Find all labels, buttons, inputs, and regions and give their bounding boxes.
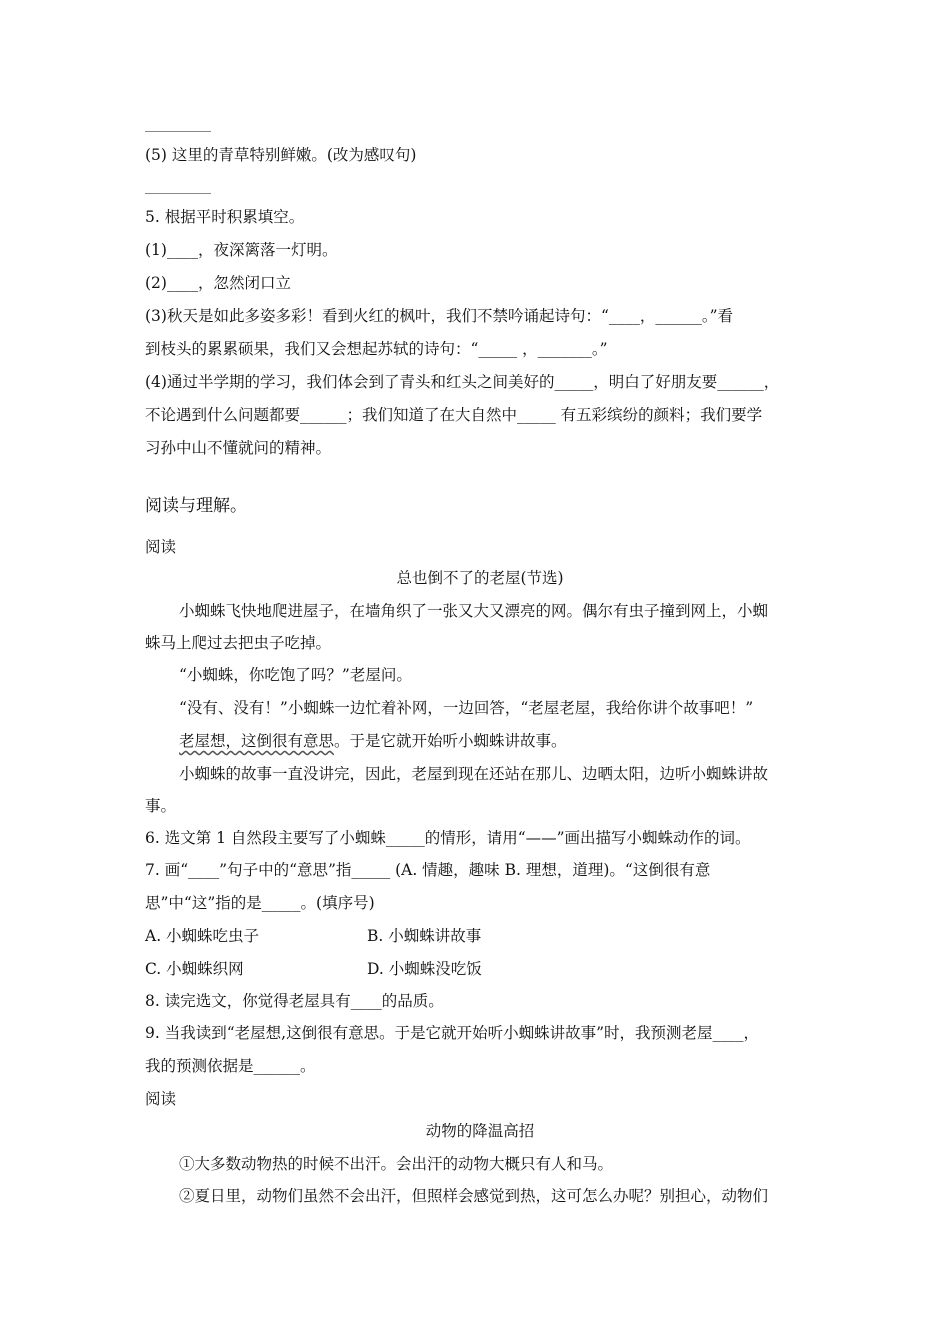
passage-paragraph: ①大多数动物热的时候不出汗。会出汗的动物大概只有人和马。: [179, 1155, 614, 1173]
reading-label: 阅读: [145, 1090, 177, 1108]
question-6: [145, 827, 810, 849]
passage-paragraph: “没有、没有！”小蜘蛛一边忙着补网，一边回答，“老屋老屋，我给你讲个故事吧！”: [179, 699, 754, 717]
answer-line: [145, 193, 211, 194]
answer-blank: _____: [385, 829, 425, 847]
question-line: (5) 这里的青草特别鲜嫩。(改为感叹句): [145, 146, 417, 164]
question-9: 9. 当我读到“老屋想,这倒很有意思。于是它就开始听小蜘蛛讲故事”时，我预测老屋____，: [145, 1024, 759, 1042]
section-title: 阅读与理解。: [145, 496, 247, 516]
answer-line: [145, 131, 211, 132]
passage-paragraph: 蛛马上爬过去把虫子吃掉。: [145, 634, 332, 652]
question-7: [145, 859, 810, 881]
question-line: (4)通过半学期的学习，我们体会到了青头和红头之间美好的_____，明白了好朋友要______，: [145, 373, 780, 391]
option-a: A. 小蜘蛛吃虫子: [145, 927, 260, 945]
passage-paragraph: 小蜘蛛飞快地爬进屋子，在墙角织了一张又大又漂亮的网。偶尔有虫子撞到网上，小蜘: [179, 602, 769, 620]
passage-paragraph: [179, 730, 810, 752]
wavy-underlined-sentence: 老屋想，这倒很有意思: [179, 732, 335, 750]
question-text: 6. 选文第 1 自然段主要写了小蜘蛛: [145, 829, 386, 847]
option-row: [145, 958, 810, 980]
question-text: ”句子中的“意思”指_____ (A. 情趣，趣味 B. 理想，道理)。“这倒很有意: [219, 861, 711, 879]
question-8: 8. 读完选文，你觉得老屋具有____的品质。: [145, 992, 444, 1010]
question-line: (2)____，忽然闭口立: [145, 274, 291, 292]
question-text: 7. 画“: [145, 861, 189, 879]
option-d: D. 小蜘蛛没吃饭: [367, 960, 482, 978]
passage-paragraph: ②夏日里，动物们虽然不会出汗，但照样会感觉到热，这可怎么办呢？别担心，动物们: [179, 1187, 769, 1205]
reading-label: 阅读: [145, 538, 177, 556]
option-c: C. 小蜘蛛织网: [145, 960, 244, 978]
passage-title: 总也倒不了的老屋(节选): [396, 569, 564, 587]
sentence-rest: 。于是它就开始听小蜘蛛讲故事。: [334, 732, 567, 750]
question-line: (1)____，夜深篱落一灯明。: [145, 241, 338, 259]
question-line: 我的预测依据是______。: [145, 1057, 316, 1075]
option-b: B. 小蜘蛛讲故事: [367, 927, 482, 945]
question-line: 习孙中山不懂就问的精神。: [145, 439, 332, 457]
passage-title: 动物的降温高招: [425, 1122, 535, 1140]
question-line: 思”中“这”指的是_____。(填序号): [145, 894, 375, 912]
passage-paragraph: 事。: [145, 797, 177, 815]
passage-paragraph: “小蜘蛛，你吃饱了吗？”老屋问。: [179, 666, 412, 684]
passage-paragraph: 小蜘蛛的故事一直没讲完，因此，老屋到现在还站在那儿、边晒太阳，边听小蜘蛛讲故: [179, 765, 769, 783]
question-line: (3)秋天是如此多姿多彩！看到火红的枫叶，我们不禁吟诵起诗句：“____，______。”看: [145, 307, 734, 325]
question-heading: 5. 根据平时积累填空。: [145, 208, 305, 226]
question-line: 到枝头的累累硕果，我们又会想起苏轼的诗句：“_____ ，_______。”: [145, 340, 608, 358]
answer-blank: ____: [188, 861, 220, 879]
question-text: 的情形，请用“——”画出描写小蜘蛛动作的词。: [424, 829, 751, 847]
question-line: 不论遇到什么问题都要______；我们知道了在大自然中_____ 有五彩缤纷的颜料；我们要学: [145, 406, 763, 424]
option-row: [145, 925, 810, 947]
